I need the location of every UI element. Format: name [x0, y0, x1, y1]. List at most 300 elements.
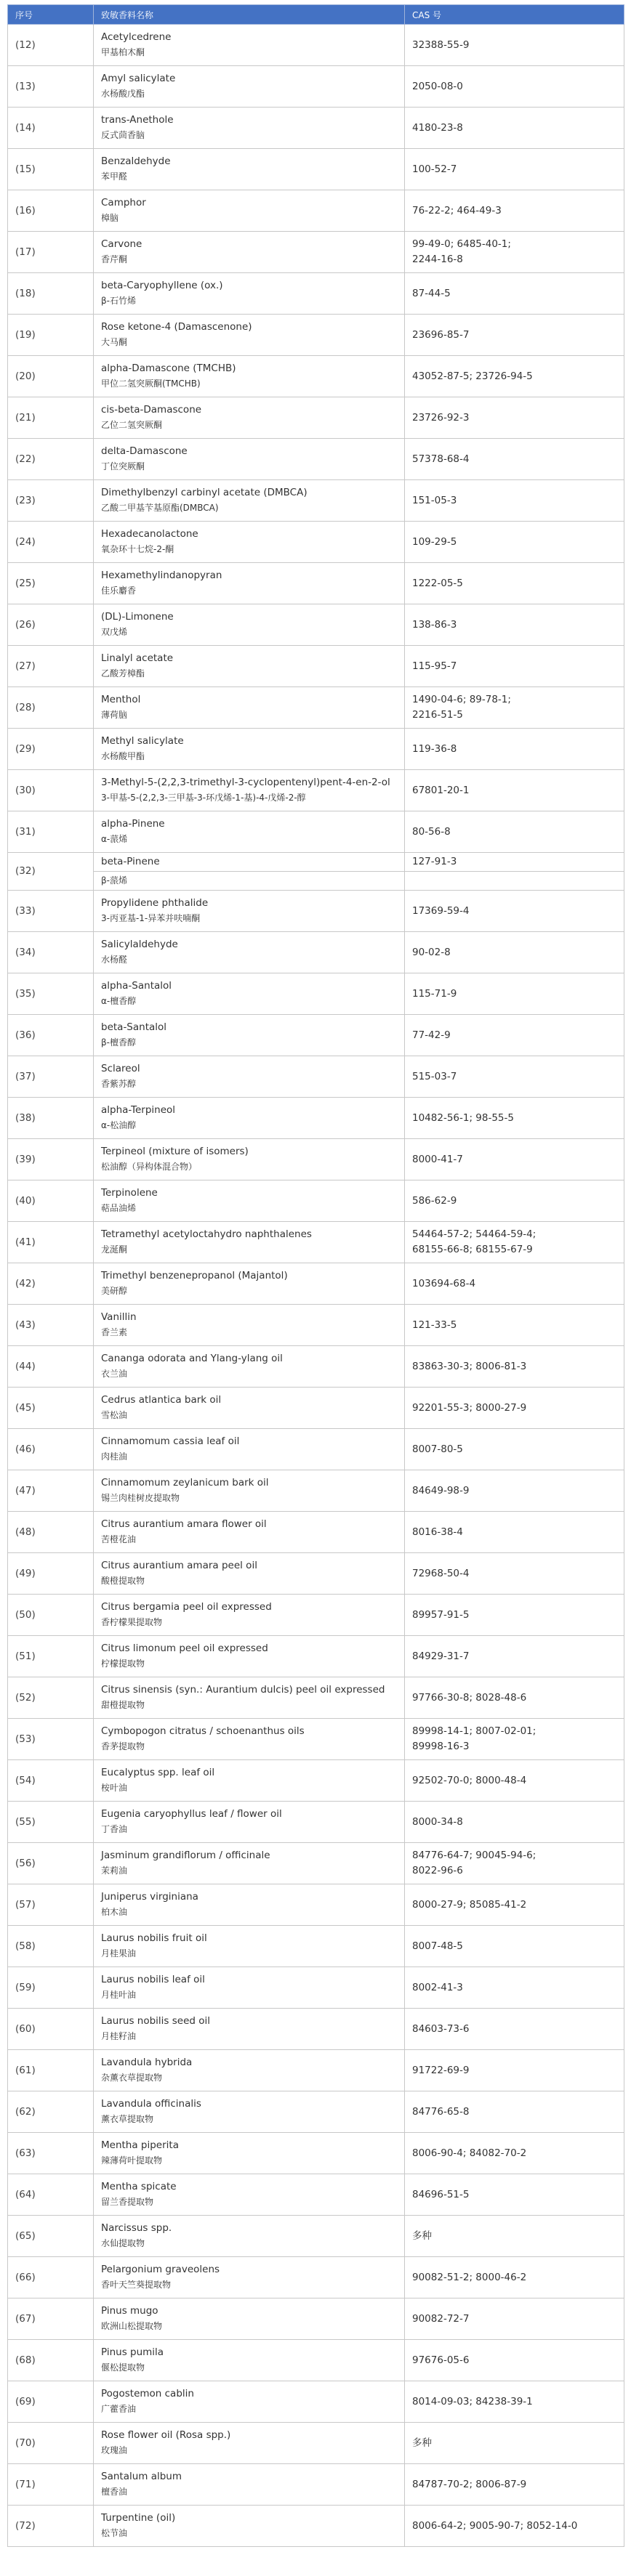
substance-name-zh: 杂薰衣草提取物	[101, 2073, 163, 2083]
substance-name-en: beta-Pinene	[101, 856, 160, 867]
substance-name-cell	[94, 2423, 405, 2464]
table-row	[8, 2257, 624, 2298]
cas-number: 54464-57-2; 54464-59-4;	[412, 1228, 536, 1240]
substance-name-cell	[94, 1595, 405, 1636]
substance-name-en: Cananga odorata and Ylang-ylang oil	[101, 1353, 283, 1364]
row-number: (41)	[8, 1222, 94, 1263]
table-row	[8, 1760, 624, 1802]
substance-name-zh: α-檀香醇	[101, 996, 137, 1006]
row-number: (17)	[8, 232, 94, 273]
row-number: (48)	[8, 1512, 94, 1553]
substance-name-cell	[94, 811, 405, 853]
table-row	[8, 872, 624, 891]
substance-name-en: beta-Santalol	[101, 1021, 167, 1033]
row-number: (68)	[8, 2340, 94, 2381]
substance-name-zh: 甜橙提取物	[101, 1700, 145, 1710]
table-row	[8, 811, 624, 853]
cas-cell	[405, 232, 624, 273]
substance-name-zh: 酸橙提取物	[101, 1576, 145, 1586]
substance-name-en: Turpentine (oil)	[101, 2512, 176, 2524]
substance-name-zh: 玫瑰油	[101, 2445, 128, 2455]
table-row	[8, 356, 624, 397]
table-row	[8, 2216, 624, 2257]
table-body	[8, 25, 624, 2547]
cas-cell	[405, 190, 624, 232]
table-row	[8, 1305, 624, 1346]
row-number: (60)	[8, 2009, 94, 2050]
cas-number: 67801-20-1	[412, 784, 470, 796]
substance-name-cell	[94, 149, 405, 190]
substance-name-cell	[94, 397, 405, 439]
table-header	[8, 5, 624, 25]
allergen-table	[7, 4, 624, 2547]
substance-name-en: Jasminum grandiflorum / officinale	[101, 1850, 270, 1861]
substance-name-zh: 留兰香提取物	[101, 2197, 154, 2207]
cas-cell	[405, 932, 624, 973]
cas-cell	[405, 687, 624, 729]
cas-cell	[405, 1512, 624, 1553]
substance-name-zh: 柏木油	[101, 1907, 128, 1917]
cas-number: 127-91-3	[412, 856, 457, 867]
substance-name-cell	[94, 853, 405, 872]
substance-name-en: Santalum album	[101, 2471, 182, 2482]
table-row	[8, 604, 624, 646]
substance-name-zh: 乙酸芳樟酯	[101, 668, 145, 679]
cas-cell	[405, 1843, 624, 1884]
substance-name-cell	[94, 2216, 405, 2257]
table-row	[8, 190, 624, 232]
cas-cell	[405, 1470, 624, 1512]
substance-name-en: Propylidene phthalide	[101, 897, 209, 909]
cas-number: 84776-64-7; 90045-94-6;	[412, 1850, 536, 1861]
row-number: (42)	[8, 1263, 94, 1305]
table-row	[8, 1843, 624, 1884]
row-number: (59)	[8, 1967, 94, 2009]
substance-name-zh: 欧洲山松提取物	[101, 2321, 163, 2331]
row-number: (56)	[8, 1843, 94, 1884]
cas-number: 84696-51-5	[412, 2188, 470, 2200]
substance-name-cell	[94, 872, 405, 891]
cas-cell	[405, 1388, 624, 1429]
cas-cell	[405, 1346, 624, 1388]
cas-cell	[405, 315, 624, 356]
substance-name-cell	[94, 25, 405, 66]
cas-cell	[405, 1553, 624, 1595]
substance-name-zh: 薰衣草提取物	[101, 2114, 154, 2124]
cas-number: 23726-92-3	[412, 411, 470, 424]
table-row	[8, 1719, 624, 1760]
cas-cell	[405, 770, 624, 811]
substance-name-cell	[94, 687, 405, 729]
substance-name-en: cis-beta-Damascone	[101, 404, 202, 416]
table-row	[8, 149, 624, 190]
substance-name-zh: 丁位突厥酮	[101, 461, 145, 471]
substance-name-zh: β-檀香醇	[101, 1037, 136, 1048]
substance-name-cell	[94, 1926, 405, 1967]
cas-number: 84603-73-6	[412, 2022, 470, 2035]
cas-cell	[405, 604, 624, 646]
table-row	[8, 2050, 624, 2091]
substance-name-en: Benzaldehyde	[101, 155, 171, 167]
cas-cell	[405, 2050, 624, 2091]
row-number: (71)	[8, 2464, 94, 2506]
row-number: (66)	[8, 2257, 94, 2298]
table-row	[8, 2009, 624, 2050]
substance-name-zh: 桉叶油	[101, 1783, 128, 1793]
table-row	[8, 1926, 624, 1967]
cas-number: 92502-70-0; 8000-48-4	[412, 1774, 527, 1786]
row-number: (44)	[8, 1346, 94, 1388]
substance-name-en: Pogostemon cablin	[101, 2388, 194, 2399]
table-row	[8, 1388, 624, 1429]
substance-name-cell	[94, 1429, 405, 1470]
cas-cell	[405, 356, 624, 397]
substance-name-zh: 双戊烯	[101, 627, 128, 637]
cas-cell	[405, 480, 624, 522]
substance-name-cell	[94, 1305, 405, 1346]
substance-name-cell	[94, 1719, 405, 1760]
substance-name-zh: 肉桂油	[101, 1451, 128, 1462]
substance-name-cell	[94, 1098, 405, 1139]
table-row	[8, 2381, 624, 2423]
cas-cell	[405, 891, 624, 932]
substance-name-en: Citrus limonum peel oil expressed	[101, 1643, 268, 1654]
cas-number: 89998-16-3	[412, 1741, 470, 1752]
cas-cell	[405, 1884, 624, 1926]
row-number: (23)	[8, 480, 94, 522]
row-number: (51)	[8, 1636, 94, 1677]
substance-name-cell	[94, 439, 405, 480]
substance-name-cell	[94, 1388, 405, 1429]
substance-name-en: alpha-Terpineol	[101, 1104, 176, 1116]
substance-name-cell	[94, 1884, 405, 1926]
row-number: (12)	[8, 25, 94, 66]
cas-number: 119-36-8	[412, 742, 457, 755]
substance-name-cell	[94, 480, 405, 522]
cas-cell	[405, 2340, 624, 2381]
substance-name-en: Amyl salicylate	[101, 73, 176, 84]
substance-name-cell	[94, 973, 405, 1015]
substance-name-cell	[94, 1760, 405, 1802]
cas-cell	[405, 1636, 624, 1677]
cas-number: 8002-41-3	[412, 1981, 463, 1993]
cas-cell	[405, 1015, 624, 1056]
substance-name-cell	[94, 563, 405, 604]
substance-name-cell	[94, 1056, 405, 1098]
substance-name-zh: 水杨酸甲酯	[101, 751, 145, 761]
cas-cell	[405, 563, 624, 604]
row-number: (61)	[8, 2050, 94, 2091]
cas-number: 90082-51-2; 8000-46-2	[412, 2271, 527, 2283]
row-number: (62)	[8, 2091, 94, 2133]
substance-name-cell	[94, 190, 405, 232]
row-number: (29)	[8, 729, 94, 770]
substance-name-cell	[94, 232, 405, 273]
substance-name-en: Eucalyptus spp. leaf oil	[101, 1767, 215, 1778]
table-row	[8, 1180, 624, 1222]
cas-number: 90-02-8	[412, 946, 451, 958]
cas-number: 89998-14-1; 8007-02-01;	[412, 1725, 536, 1737]
substance-name-zh: 香兰素	[101, 1327, 128, 1337]
cas-cell	[405, 1098, 624, 1139]
table-row	[8, 687, 624, 729]
substance-name-zh: 月桂籽油	[101, 2031, 137, 2041]
row-number: (37)	[8, 1056, 94, 1098]
substance-name-zh: 雪松油	[101, 1410, 128, 1420]
substance-name-cell	[94, 2257, 405, 2298]
header-name: 致敏香料名称	[94, 5, 405, 25]
table-row	[8, 1139, 624, 1180]
row-number: (55)	[8, 1802, 94, 1843]
cas-cell	[405, 1139, 624, 1180]
substance-name-en: Lavandula officinalis	[101, 2098, 201, 2110]
row-number: (64)	[8, 2174, 94, 2216]
substance-name-zh: 龙涎酮	[101, 1244, 128, 1255]
table-row	[8, 397, 624, 439]
cas-number: 多种	[412, 2437, 432, 2449]
cas-number: 8016-38-4	[412, 1526, 463, 1538]
substance-name-en: Acetylcedrene	[101, 31, 172, 43]
substance-name-cell	[94, 356, 405, 397]
substance-name-cell	[94, 1967, 405, 2009]
substance-name-zh: 薄荷脑	[101, 710, 128, 720]
table-row	[8, 1802, 624, 1843]
substance-name-zh: 茉莉油	[101, 1866, 128, 1876]
table-row	[8, 932, 624, 973]
substance-name-zh: 美研醇	[101, 1286, 128, 1296]
table-row	[8, 1346, 624, 1388]
table-row	[8, 646, 624, 687]
header-no: 序号	[8, 5, 94, 25]
substance-name-cell	[94, 2340, 405, 2381]
row-number: (70)	[8, 2423, 94, 2464]
cas-number: 8000-41-7	[412, 1153, 463, 1165]
substance-name-zh: 月桂果油	[101, 1948, 137, 1959]
row-number: (20)	[8, 356, 94, 397]
substance-name-en: Mentha piperita	[101, 2139, 179, 2151]
cas-number: 586-62-9	[412, 1194, 457, 1207]
cas-number: 17369-59-4	[412, 904, 470, 917]
substance-name-cell	[94, 932, 405, 973]
cas-cell	[405, 646, 624, 687]
substance-name-en: Hexamethylindanopyran	[101, 570, 222, 581]
cas-number: 8007-80-5	[412, 1443, 463, 1455]
substance-name-cell	[94, 729, 405, 770]
substance-name-cell	[94, 2050, 405, 2091]
substance-name-cell	[94, 1263, 405, 1305]
substance-name-zh: β-蒎烯	[101, 875, 127, 886]
substance-name-zh: 甲基柏木酮	[101, 47, 145, 57]
substance-name-zh: 香芹酮	[101, 254, 128, 264]
row-number: (25)	[8, 563, 94, 604]
cas-number: 99-49-0; 6485-40-1;	[412, 238, 511, 250]
substance-name-en: Citrus bergamia peel oil expressed	[101, 1601, 272, 1613]
cas-number: 1490-04-6; 89-78-1;	[412, 694, 511, 705]
allergen-table-container	[7, 4, 624, 2547]
cas-cell	[405, 1719, 624, 1760]
cas-number: 8000-34-8	[412, 1815, 463, 1828]
cas-cell	[405, 1305, 624, 1346]
table-row	[8, 2464, 624, 2506]
row-number: (43)	[8, 1305, 94, 1346]
row-number: (57)	[8, 1884, 94, 1926]
substance-name-cell	[94, 1636, 405, 1677]
substance-name-cell	[94, 604, 405, 646]
substance-name-cell	[94, 1553, 405, 1595]
row-number: (14)	[8, 108, 94, 149]
substance-name-en: Rose ketone-4 (Damascenone)	[101, 321, 252, 333]
cas-cell	[405, 2133, 624, 2174]
substance-name-en: Mentha spicate	[101, 2181, 177, 2192]
cas-number: 84649-98-9	[412, 1484, 470, 1496]
row-number: (72)	[8, 2506, 94, 2547]
cas-cell	[405, 1056, 624, 1098]
substance-name-zh: 水杨醛	[101, 955, 128, 965]
substance-name-en: Camphor	[101, 197, 146, 208]
cas-cell	[405, 273, 624, 315]
row-number: (15)	[8, 149, 94, 190]
cas-cell	[405, 1760, 624, 1802]
row-number: (26)	[8, 604, 94, 646]
cas-number: 103694-68-4	[412, 1277, 476, 1289]
table-row	[8, 439, 624, 480]
table-row	[8, 1553, 624, 1595]
substance-name-en: trans-Anethole	[101, 114, 174, 126]
table-row	[8, 1098, 624, 1139]
row-number: (21)	[8, 397, 94, 439]
substance-name-zh: 香茅提取物	[101, 1741, 145, 1751]
row-number: (52)	[8, 1677, 94, 1719]
table-row	[8, 273, 624, 315]
cas-cell	[405, 1222, 624, 1263]
cas-cell	[405, 872, 624, 891]
row-number: (69)	[8, 2381, 94, 2423]
table-row	[8, 315, 624, 356]
cas-cell	[405, 2009, 624, 2050]
substance-name-en: Terpineol (mixture of isomers)	[101, 1146, 249, 1157]
substance-name-cell	[94, 1802, 405, 1843]
cas-cell	[405, 973, 624, 1015]
substance-name-en: Sclareol	[101, 1063, 140, 1074]
substance-name-cell	[94, 2298, 405, 2340]
cas-cell	[405, 2464, 624, 2506]
row-number: (28)	[8, 687, 94, 729]
table-row	[8, 108, 624, 149]
substance-name-en: Laurus nobilis fruit oil	[101, 1932, 207, 1944]
row-number: (58)	[8, 1926, 94, 1967]
cas-number: 68155-66-8; 68155-67-9	[412, 1244, 533, 1255]
row-number: (49)	[8, 1553, 94, 1595]
cas-number: 8014-09-03; 84238-39-1	[412, 2395, 533, 2407]
substance-name-cell	[94, 66, 405, 108]
substance-name-en: delta-Damascone	[101, 445, 188, 457]
substance-name-cell	[94, 1843, 405, 1884]
cas-number: 72968-50-4	[412, 1567, 470, 1579]
substance-name-cell	[94, 2464, 405, 2506]
substance-name-zh: 甲位二氢突厥酮(TMCHB)	[101, 378, 201, 389]
cas-cell	[405, 853, 624, 872]
row-number: (46)	[8, 1429, 94, 1470]
row-number: (33)	[8, 891, 94, 932]
substance-name-en: alpha-Santalol	[101, 980, 172, 992]
cas-number: 2050-08-0	[412, 80, 463, 92]
substance-name-en: Rose flower oil (Rosa spp.)	[101, 2429, 231, 2441]
cas-cell	[405, 1926, 624, 1967]
substance-name-en: Vanillin	[101, 1311, 137, 1323]
substance-name-zh: 松油醇（异构体混合物）	[101, 1162, 198, 1172]
substance-name-cell	[94, 2091, 405, 2133]
table-row	[8, 522, 624, 563]
substance-name-en: Cedrus atlantica bark oil	[101, 1394, 222, 1406]
cas-number: 76-22-2; 464-49-3	[412, 204, 502, 216]
row-number: (32)	[8, 853, 94, 891]
row-number: (24)	[8, 522, 94, 563]
cas-number: 8006-64-2; 9005-90-7; 8052-14-0	[412, 2519, 578, 2532]
row-number: (45)	[8, 1388, 94, 1429]
substance-name-zh: 月桂叶油	[101, 1990, 137, 2000]
substance-name-en: Menthol	[101, 694, 141, 705]
cas-number: 121-33-5	[412, 1319, 457, 1331]
row-number: (35)	[8, 973, 94, 1015]
table-row	[8, 232, 624, 273]
cas-number: 10482-56-1; 98-55-5	[412, 1111, 514, 1124]
cas-cell	[405, 811, 624, 853]
substance-name-cell	[94, 2506, 405, 2547]
cas-number: 8022-96-6	[412, 1865, 463, 1876]
substance-name-en: Pinus pumila	[101, 2346, 164, 2358]
cas-cell	[405, 2091, 624, 2133]
substance-name-en: Methyl salicylate	[101, 735, 184, 747]
table-row	[8, 973, 624, 1015]
cas-number: 83863-30-3; 8006-81-3	[412, 1360, 527, 1372]
table-row	[8, 1263, 624, 1305]
substance-name-zh: 锡兰肉桂树皮提取物	[101, 1493, 180, 1503]
substance-name-cell	[94, 1512, 405, 1553]
row-number: (30)	[8, 770, 94, 811]
substance-name-cell	[94, 522, 405, 563]
table-row	[8, 2506, 624, 2547]
cas-number: 90082-72-7	[412, 2312, 470, 2325]
substance-name-zh: 氧杂环十七烷-2-酮	[101, 544, 174, 554]
substance-name-cell	[94, 646, 405, 687]
substance-name-en: Terpinolene	[101, 1187, 158, 1199]
substance-name-zh: 衣兰油	[101, 1369, 128, 1379]
substance-name-zh: 广藿香油	[101, 2404, 137, 2414]
substance-name-zh: 丁香油	[101, 1824, 128, 1834]
substance-name-zh: 柠檬提取物	[101, 1658, 145, 1669]
table-row	[8, 1967, 624, 2009]
row-number: (13)	[8, 66, 94, 108]
substance-name-cell	[94, 1677, 405, 1719]
substance-name-zh: 乙酸二甲基苄基原酯(DMBCA)	[101, 503, 219, 513]
cas-number: 151-05-3	[412, 494, 457, 506]
substance-name-zh: 樟脑	[101, 213, 119, 223]
cas-cell	[405, 439, 624, 480]
substance-name-en: Trimethyl benzenepropanol (Majantol)	[101, 1270, 288, 1281]
cas-number: 92201-55-3; 8000-27-9	[412, 1401, 527, 1414]
table-row	[8, 1429, 624, 1470]
cas-cell	[405, 1967, 624, 2009]
header-cas: CAS 号	[405, 5, 624, 25]
row-number: (18)	[8, 273, 94, 315]
cas-cell	[405, 2216, 624, 2257]
cas-number: 91722-69-9	[412, 2064, 470, 2076]
substance-name-zh: 水杨酸戊酯	[101, 89, 145, 99]
cas-number: 97676-05-6	[412, 2354, 470, 2366]
substance-name-en: Cinnamomum cassia leaf oil	[101, 1435, 240, 1447]
substance-name-en: Carvone	[101, 238, 142, 250]
cas-number: 2216-51-5	[412, 709, 463, 721]
